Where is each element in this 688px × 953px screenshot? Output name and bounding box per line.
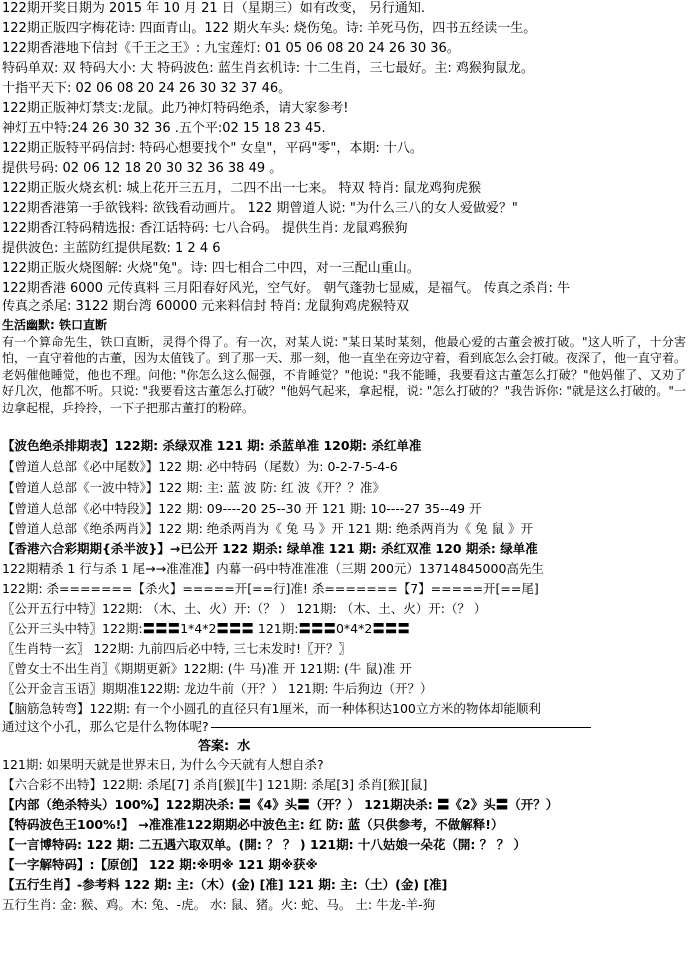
- story-body: 有一个算命先生，铁口直断，灵得个得了。有一次，对某人说: "某日某时某刻，他最心爱的古董会被打破。"这人听了，十分害怕，一直守着他的古董，因为太值钱了。到了那一天、那一刻，他一直坐在旁边守着，看到底怎么会打破。夜深了，他一直守着。老妈催他睡觉，他也不理。问他: "你怎么这么倔强，不肯睡觉？"他说: "我不能睡，我要看这古董怎么打破？"他妈催了、又劝了好几次，他都不听。只说: "我要看这古董怎么打破？"他妈气起来，拿起棍，说: "怎么打破的？"我告诉你: "就是这么打破的。"一边拿起棍，乒拎拎，一下子把那古董打的粉碎。: [2, 334, 687, 415]
- text-line: 【曾道人总部《必中特段》】122 期: 09----20 25--30 开 121 期: 10----27 35--49 开: [2, 501, 482, 516]
- text-line: 【内部（绝杀特头）100%】122期决杀: 〓《4》头〓（开？） 121期决杀: 〓《2》头〓（开？）: [2, 797, 559, 812]
- text-line: 【六合彩不出特】122期: 杀尾[7] 杀肖[猴][牛] 121期: 杀尾[3] 杀肖[猴][鼠]: [2, 777, 428, 792]
- text-line: 【曾道人总部《一波中特》】122 期: 主: 蓝 波 防: 红 波《开？？准》: [2, 480, 386, 495]
- text-line: 〖曾女士不出生肖〗《期期更新》122期: (牛 马)准 开 121期: (牛 鼠)准 开: [2, 661, 412, 676]
- text-line: 五行生肖: 金: 猴、鸡。木: 兔、-虎。 水: 鼠、猪。火: 蛇、马。 土: 牛龙-羊-狗: [2, 897, 436, 912]
- text-line: 122期正版四字梅花诗: 四面青山。122 期火车头: 烧伤兔。诗: 羊死马伤，四书五经读一生。: [2, 21, 537, 36]
- text-line: 122期正版神灯禁支:龙鼠。此乃神灯特码绝杀，请大家参考!: [2, 101, 349, 116]
- text-line: 122期香港 6000 元传真料 三月阳春好风光，空气好。 朝气蓬勃七显威，是福气。 传真之杀肖: 牛: [2, 281, 571, 296]
- text-line: [2, 718, 686, 735]
- text-line: 〖公开三头中特〗122期:〓〓〓1*4*2〓〓〓 121期:〓〓〓0*4*2〓〓〓: [2, 621, 410, 636]
- text-line: 【一言博特码: 122 期: 二五遇六取双单。(開: ？ ？ ) 121期: 十八姑娘一朵花（開: ？ ？ ）: [2, 837, 526, 852]
- text-line: 【一字解特码】:【原创】 122 期:※明※ 121 期※获※: [2, 857, 318, 872]
- text-line: 【五行生肖】-参考料 122 期: 主:（木）(金) [准] 121 期: 主:（土）(金) [准]: [2, 877, 448, 892]
- answer-label: 答案:: [198, 739, 230, 754]
- text-line: 【特码波色王100%!】 →准准准122期期必中波色主: 红 防: 蓝（只供参考，不做解释!）: [2, 817, 504, 832]
- text-line: 十指平天下: 02 06 08 20 24 26 30 32 37 46。: [2, 81, 292, 96]
- text-line: 特码单双: 双 特码大小: 大 特码波色: 蓝生肖玄机诗: 十二生肖，三七最好。主: 鸡猴狗鼠龙。: [2, 61, 534, 76]
- text-line: 【曾道人总部《必中尾数》】122 期: 必中特码（尾数）为: 0-2-7-5-4-6: [2, 459, 398, 474]
- text-line: 【曾道人总部《绝杀两肖》】122 期: 绝杀两肖为《 兔 马 》开 121 期: 绝杀两肖为《 兔 鼠 》开: [2, 521, 534, 536]
- humor-story: [2, 317, 686, 416]
- text-line: 〖生肖特一玄〗 122期: 九前四后必中特, 三七未发时!〖开？〗: [2, 641, 351, 656]
- text-line: 122期: 杀=======【杀火】=====开[==行]准! 杀=======【7】=====开[==尾]: [2, 581, 539, 596]
- text-line: 122期正版火烧玄机: 城上花开三五月，二四不出一七来。 特双 特肖: 鼠龙鸡狗虎猴: [2, 181, 482, 196]
- answer-line: [198, 735, 250, 754]
- text-line: 121期: 如果明天就是世界末日, 为什么今天就有人想自杀?: [2, 757, 324, 772]
- answer-value: 水: [237, 739, 251, 754]
- text-line: 【波色绝杀排期表】122期: 杀绿双准 121 期: 杀蓝单准 120期: 杀红单准: [2, 438, 422, 453]
- text-line: 〖公开金言玉语〗期期准122期: 龙边牛前（开？） 121期: 牛后狗边（开？）: [2, 681, 433, 696]
- text-line: 提供波色: 主蓝防红提供尾数: 1 2 4 6: [2, 241, 221, 256]
- text-line: 122期正版火烧图解: 火烧"兔"。诗: 四七相合二中四，对一三配山重山。: [2, 261, 420, 276]
- text-line: 122期精杀 1 行与杀 1 尾→→准准准】内幕一码中特准准准（三期 200元）13714845000高先生: [2, 561, 544, 576]
- text-line: 【脑筋急转弯】122期: 有一个小圆孔的直径只有1厘米，而一种体积达100立方米的物体却能顺利: [2, 701, 541, 716]
- story-title: 生活幽默: 铁口直断: [2, 318, 107, 332]
- text-line: 〖公开五行中特〗122期: （木、土、火）开:（？ ） 121期: （木、土、火）开:（？ ）: [2, 601, 487, 616]
- text-line: 神灯五中特:24 26 30 32 36 .五个平:02 15 18 23 45.: [2, 121, 326, 136]
- text-line: 提供号码: 02 06 12 18 20 30 32 36 38 49 。: [2, 161, 283, 176]
- text-line: 传真之杀尾: 3122 期台湾 60000 元来料信封 特肖: 龙鼠狗鸡虎猴特双: [2, 299, 409, 314]
- text-line: 122期香江特码精选报: 香江话特码: 七八合码。 提供生肖: 龙鼠鸡猴狗: [2, 221, 408, 236]
- blank-underline: [211, 727, 591, 728]
- text-line: 122期香港地下信封《千王之王》: 九宝莲灯: 01 05 06 08 20 24 26 30 36。: [2, 41, 460, 56]
- riddle-continuation: 通过这个小孔，那么它是什么物体呢?: [2, 719, 209, 734]
- text-line: 122期正版特平码信封: 特码心想要找个" 女皇"，平码"零"，本期: 十八。: [2, 141, 423, 156]
- text-line: 122期香港第一手欲钱料: 欲钱看动画片。 122 期曾道人说: "为什么三八的女人爱做爱？": [2, 201, 518, 216]
- text-line: 【香港六合彩期期{杀半波}】→已公开 122 期杀: 绿单准 121 期: 杀红双准 120 期杀: 绿单准: [2, 541, 538, 556]
- text-line: 122期开奖日期为 2015 年 10 月 21 日（星期三）如有改变， 另行通知.: [2, 1, 426, 16]
